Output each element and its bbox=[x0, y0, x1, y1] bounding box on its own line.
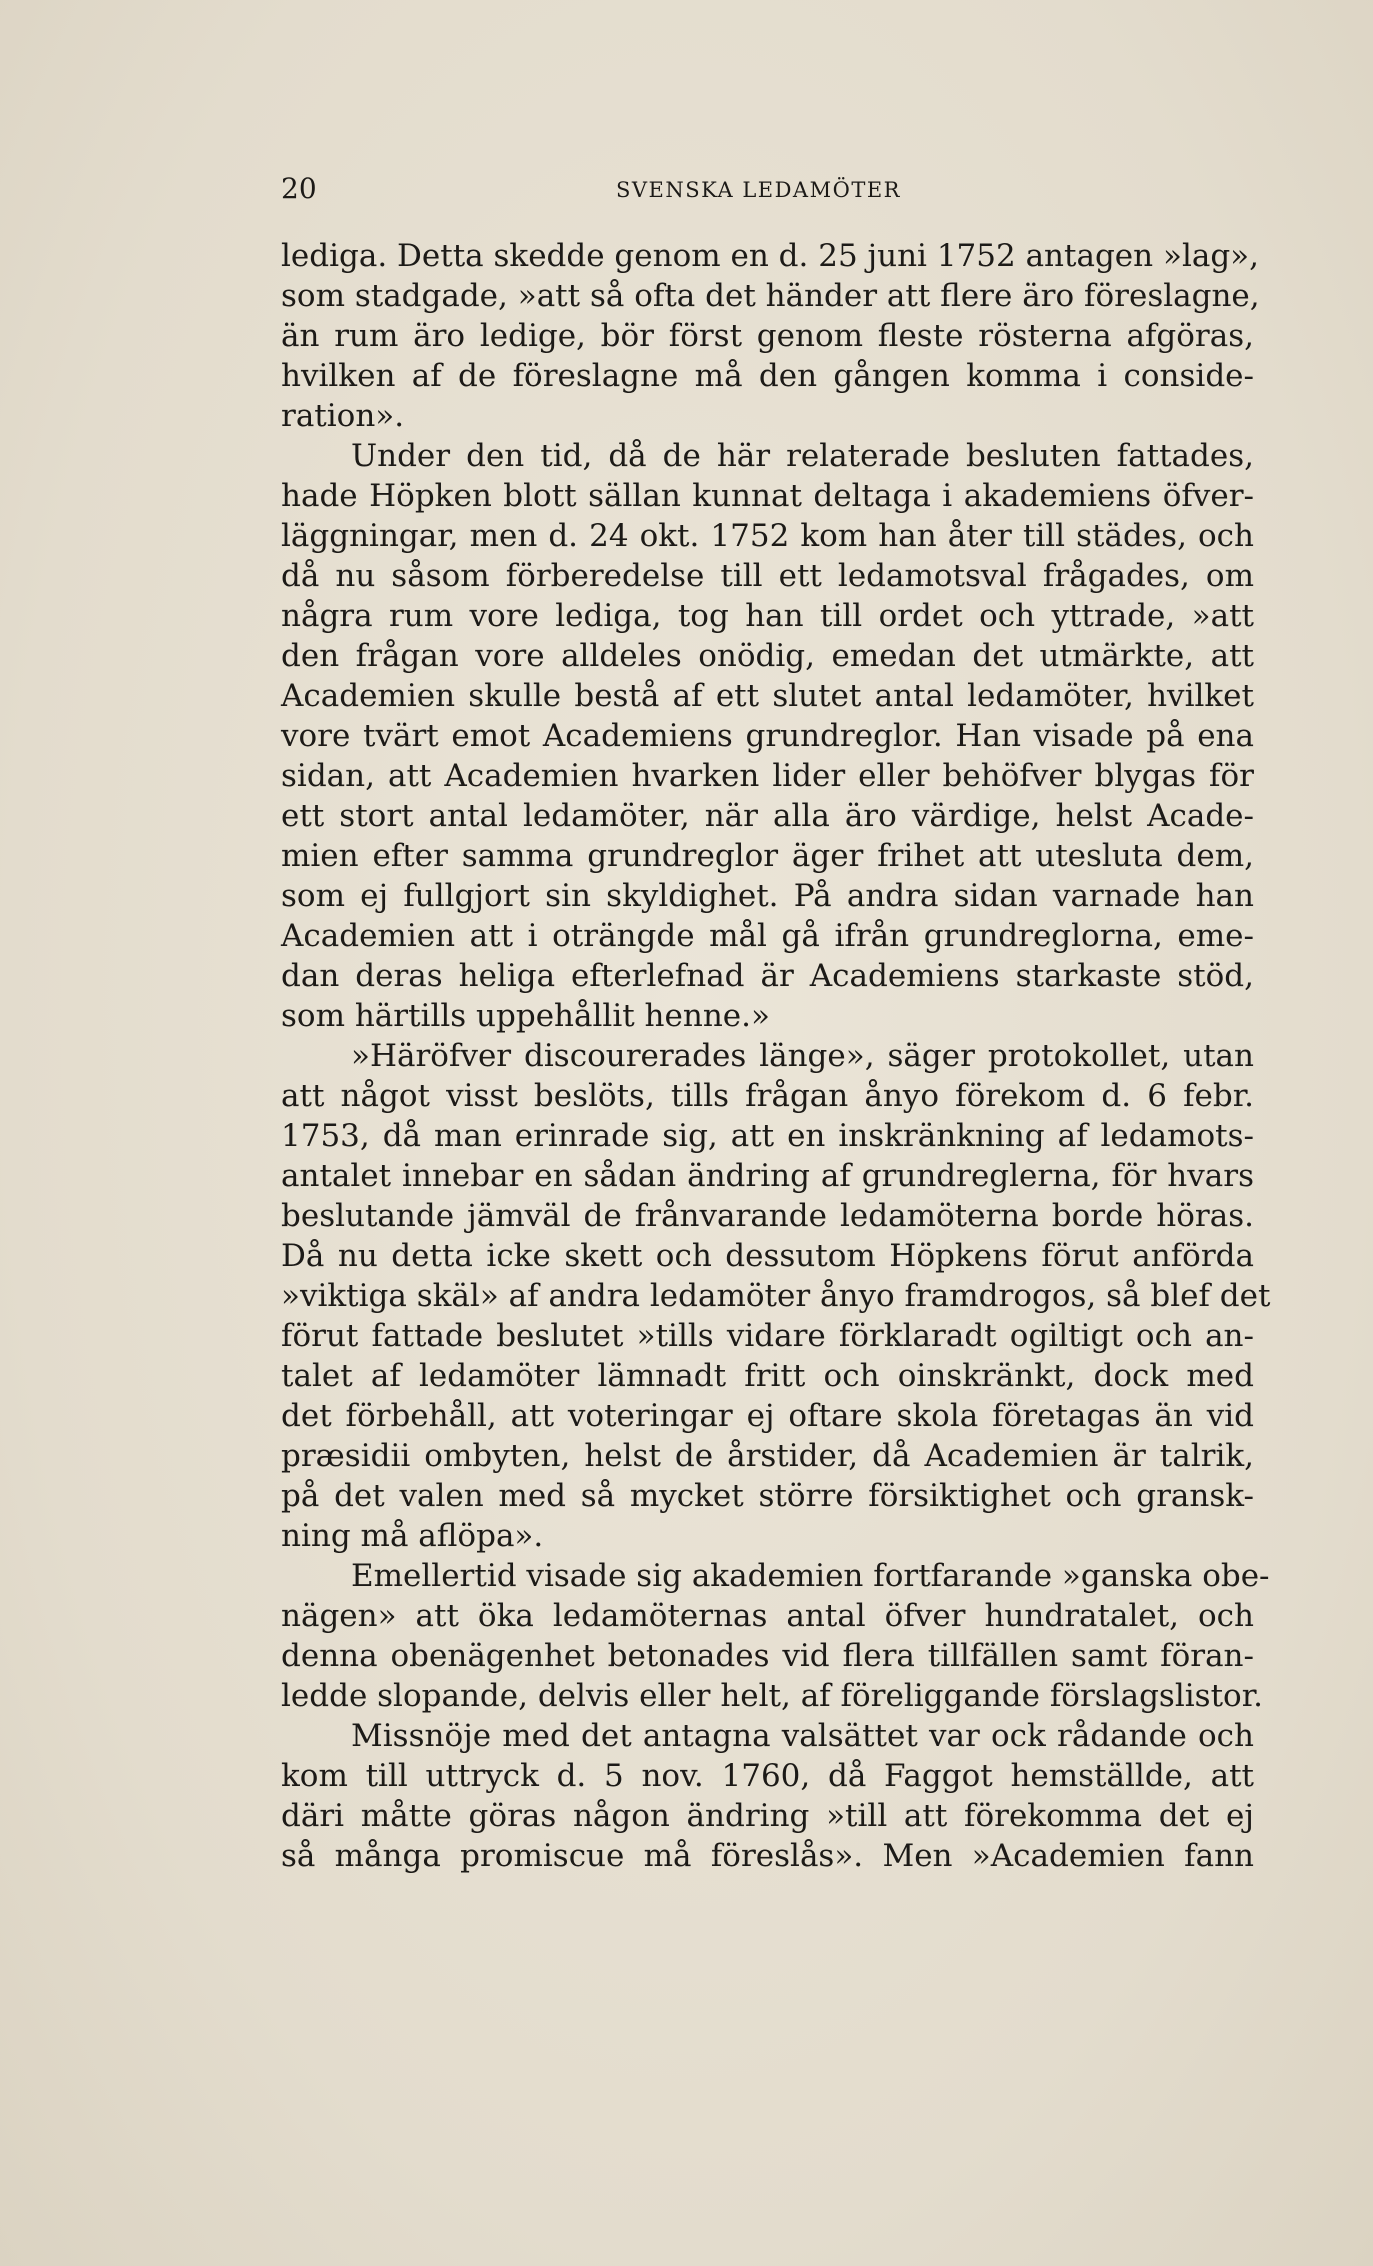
text-line: den frågan vore alldeles onödig, emedan det utmärkte, att bbox=[281, 638, 1254, 674]
text-line: »Häröfver discourerades länge», säger protokollet, utan bbox=[351, 1038, 1254, 1074]
text-line: på det valen med så mycket större försiktighet och gransk- bbox=[281, 1478, 1254, 1514]
text-line: däri måtte göras någon ändring »till att förekomma det ej bbox=[281, 1798, 1254, 1834]
text-line: ledde slopande, delvis eller helt, af föreliggande förslagslistor. bbox=[281, 1678, 1263, 1714]
text-line: ning må aflöpa». bbox=[281, 1518, 544, 1554]
text-line: præsidii ombyten, helst de årstider, då Academien är talrik, bbox=[281, 1438, 1254, 1474]
text-line: Academien att i oträngde mål gå ifrån grundreglorna, eme- bbox=[281, 918, 1254, 954]
text-line: ett stort antal ledamöter, när alla äro värdige, helst Acade- bbox=[281, 798, 1254, 834]
text-line: som ej fullgjort sin skyldighet. På andra sidan varnade han bbox=[281, 878, 1254, 914]
text-line: 1753, då man erinrade sig, att en inskränkning af ledamots- bbox=[281, 1118, 1254, 1154]
text-line: hvilken af de föreslagne må den gången komma i conside- bbox=[281, 358, 1254, 394]
text-line: nägen» att öka ledamöternas antal öfver hundratalet, och bbox=[281, 1598, 1254, 1634]
text-line: Då nu detta icke skett och dessutom Höpkens förut anförda bbox=[281, 1238, 1254, 1274]
text-line: denna obenägenhet betonades vid flera tillfällen samt föran- bbox=[281, 1638, 1254, 1674]
text-line: hade Höpken blott sällan kunnat deltaga i akademiens öfver- bbox=[281, 478, 1254, 514]
text-line: lediga. Detta skedde genom en d. 25 juni 1752 antagen »lag», bbox=[281, 238, 1259, 274]
text-line: dan deras heliga efterlefnad är Academiens starkaste stöd, bbox=[281, 958, 1254, 994]
text-line: som stadgade, »att så ofta det händer att flere äro föreslagne, bbox=[281, 278, 1260, 314]
text-line: beslutande jämväl de frånvarande ledamöterna borde höras. bbox=[281, 1198, 1254, 1234]
text-line: Emellertid visade sig akademien fortfarande »ganska obe- bbox=[351, 1558, 1270, 1594]
running-head: SVENSKA LEDAMÖTER bbox=[616, 178, 901, 202]
text-line: mien efter samma grundreglor äger frihet att utesluta dem, bbox=[281, 838, 1254, 874]
text-line: »viktiga skäl» af andra ledamöter ånyo framdrogos, så blef det bbox=[281, 1278, 1271, 1314]
text-line: så många promiscue må föreslås». Men »Academien fann bbox=[281, 1838, 1254, 1874]
text-line: vore tvärt emot Academiens grundreglor. Han visade på ena bbox=[281, 718, 1254, 754]
text-line: Under den tid, då de här relaterade besluten fattades, bbox=[351, 438, 1254, 474]
text-line: då nu såsom förberedelse till ett ledamotsval frågades, om bbox=[281, 558, 1254, 594]
text-line: än rum äro ledige, bör först genom fleste rösterna afgöras, bbox=[281, 318, 1254, 354]
text-line: att något visst beslöts, tills frågan ånyo förekom d. 6 febr. bbox=[281, 1078, 1254, 1114]
text-line: sidan, att Academien hvarken lider eller behöfver blygas för bbox=[281, 758, 1254, 794]
text-line: ration». bbox=[281, 398, 405, 434]
body-text bbox=[281, 236, 1271, 1876]
text-line: det förbehåll, att voteringar ej oftare skola företagas än vid bbox=[281, 1398, 1254, 1434]
page-number: 20 bbox=[281, 172, 317, 205]
text-line: läggningar, men d. 24 okt. 1752 kom han åter till städes, och bbox=[281, 518, 1254, 554]
text-line: några rum vore lediga, tog han till ordet och yttrade, »att bbox=[281, 598, 1254, 634]
text-line: som härtills uppehållit henne.» bbox=[281, 998, 770, 1034]
text-line: antalet innebar en sådan ändring af grundreglerna, för hvars bbox=[281, 1158, 1254, 1194]
page-header bbox=[281, 172, 1261, 212]
text-line: talet af ledamöter lämnadt fritt och oinskränkt, dock med bbox=[281, 1358, 1254, 1394]
text-line: förut fattade beslutet »tills vidare förklaradt ogiltigt och an- bbox=[281, 1318, 1254, 1354]
text-line: Missnöje med det antagna valsättet var ock rådande och bbox=[351, 1718, 1254, 1754]
text-line: kom till uttryck d. 5 nov. 1760, då Faggot hemställde, att bbox=[281, 1758, 1254, 1794]
text-line: Academien skulle bestå af ett slutet antal ledamöter, hvilket bbox=[281, 678, 1254, 714]
